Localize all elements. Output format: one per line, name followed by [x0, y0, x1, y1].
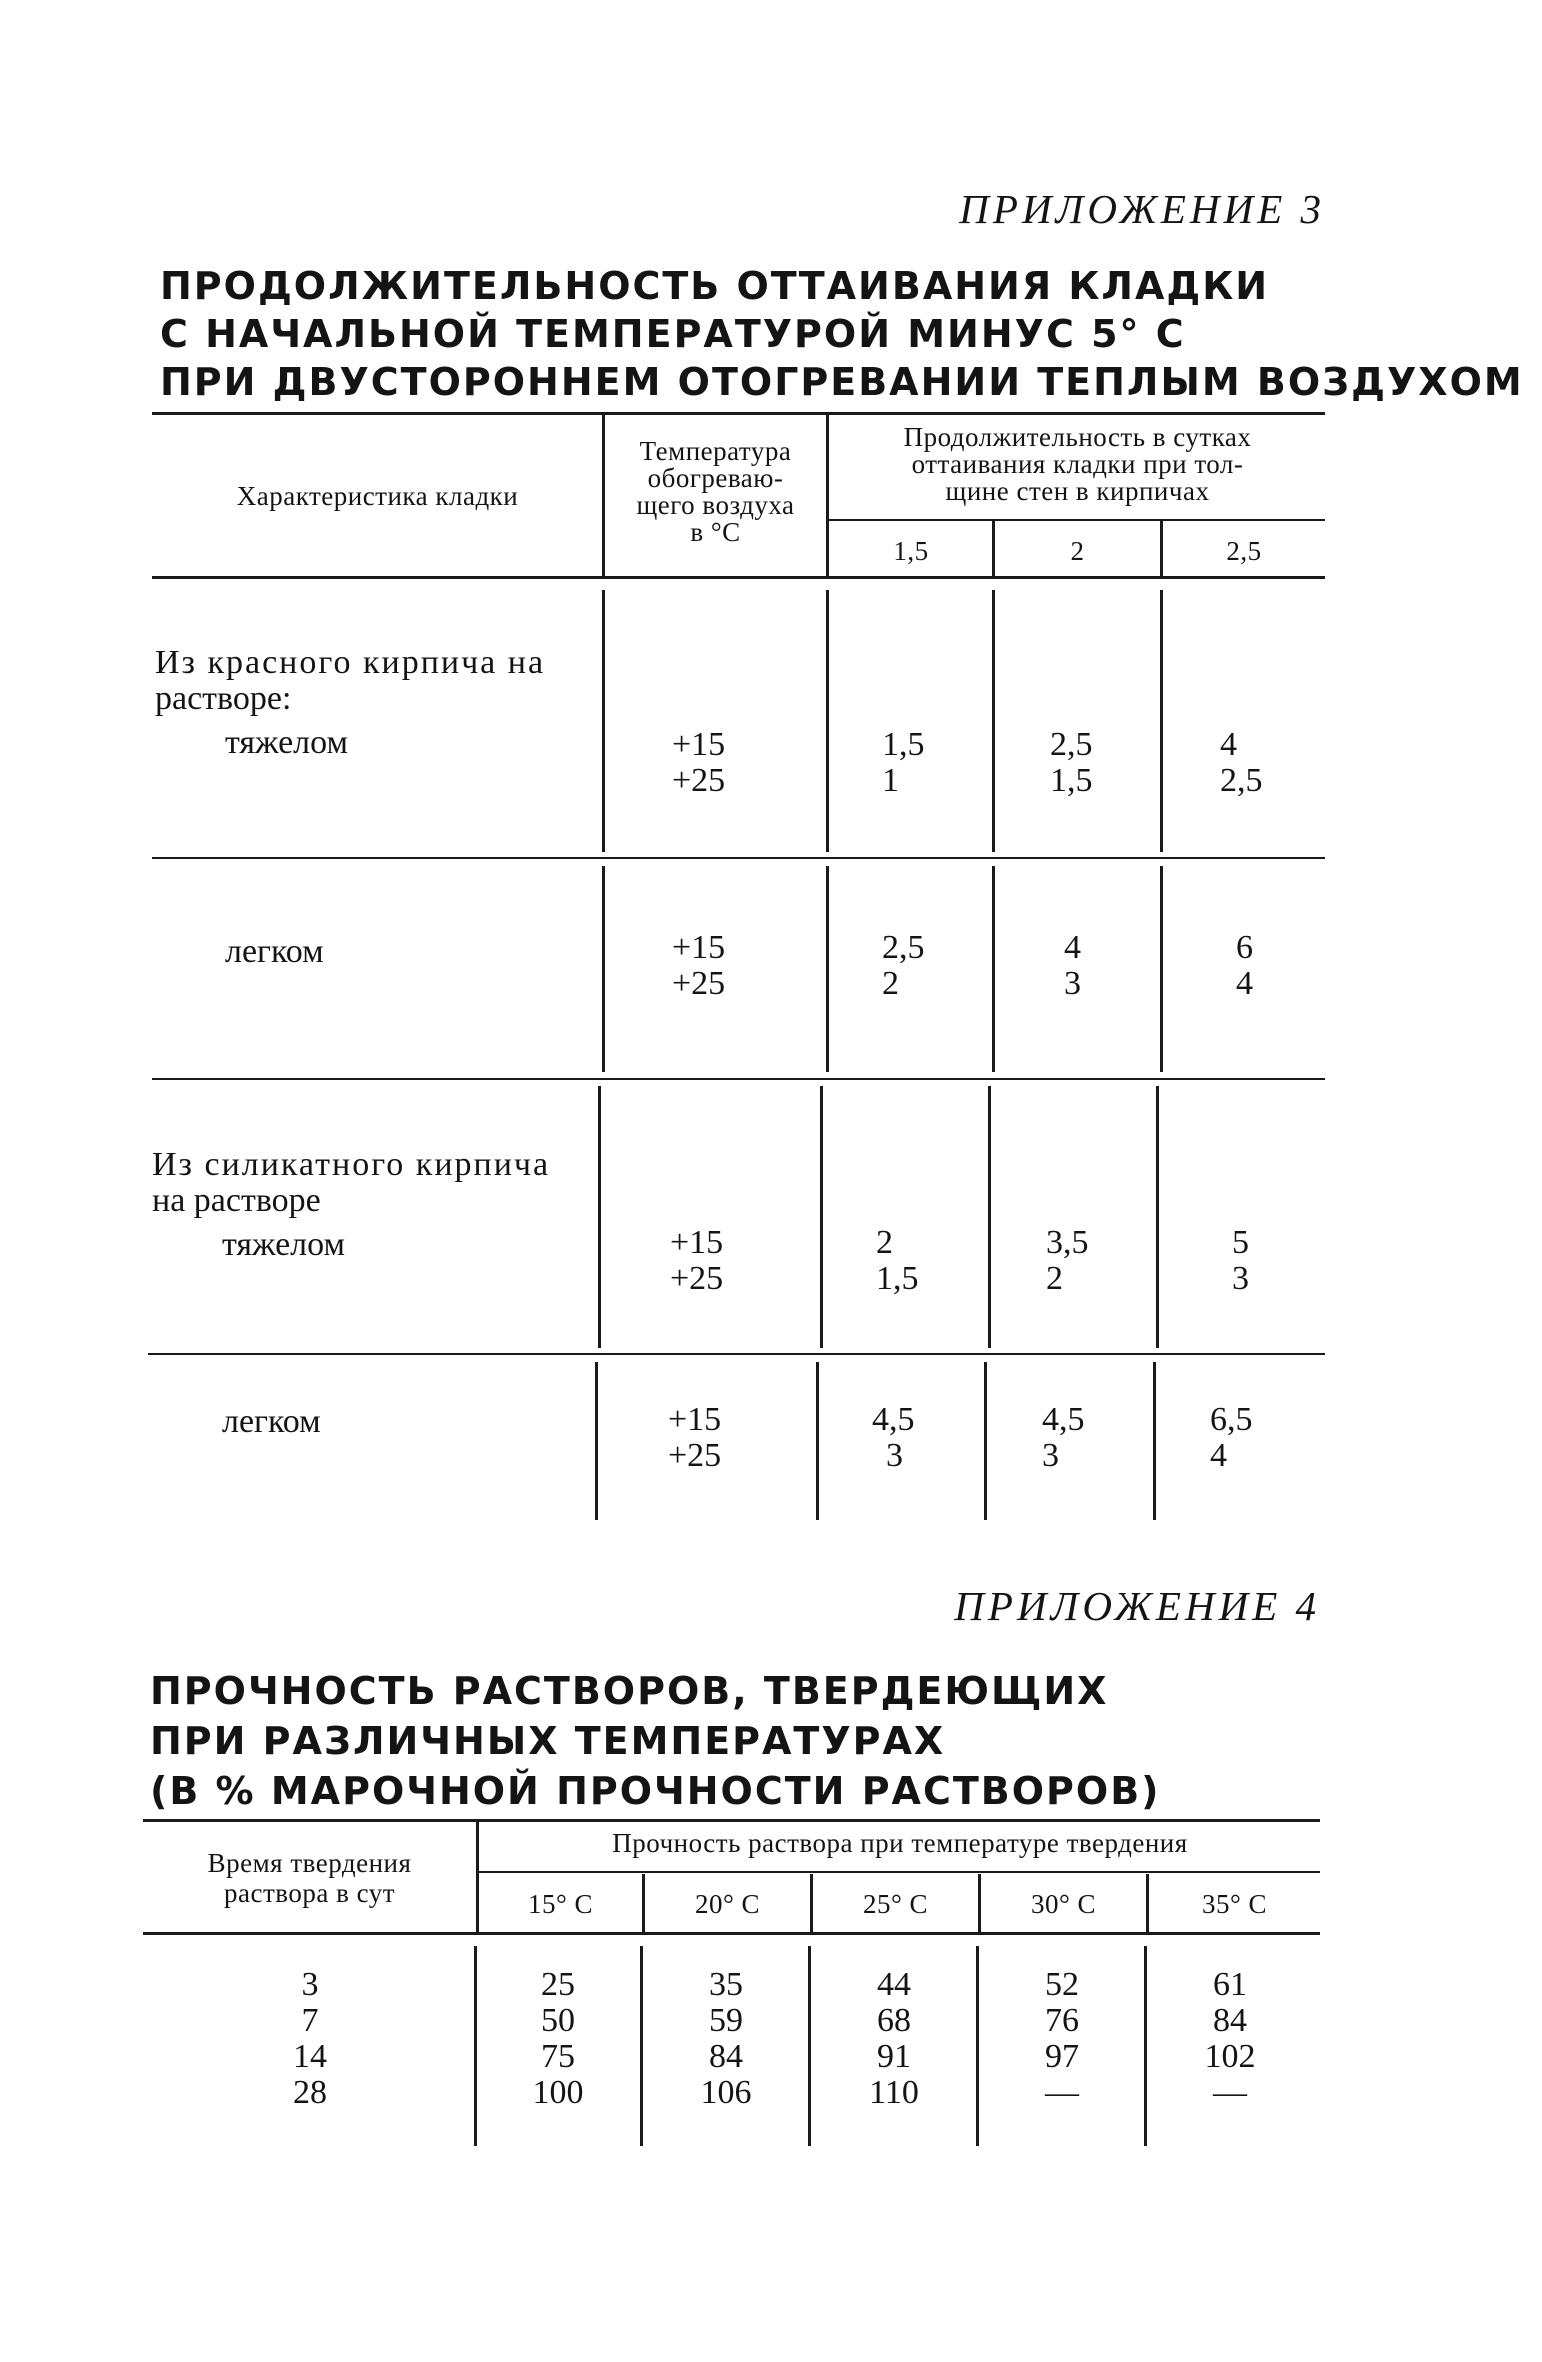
strength-20-7: 59 [709, 2002, 743, 2039]
appendix-3-title-line-2: С НАЧАЛЬНОЙ ТЕМПЕРАТУРОЙ МИНУС 5° С [160, 312, 1186, 356]
strength-25-28: 110 [869, 2074, 919, 2111]
body-divider-v15-4 [816, 1362, 819, 1520]
row-1-v25-1: 4 [1220, 726, 1237, 763]
strength-25-14: 91 [877, 2038, 911, 2075]
row-1-temp-2: +25 [672, 762, 726, 799]
header-curing-time-line-1: Время твердения [207, 1848, 412, 1878]
row-3-v2-1: 3,5 [1046, 1224, 1089, 1261]
header-temp-25: 25° С [862, 1889, 929, 1919]
row-3-v2-2: 2 [1046, 1260, 1063, 1297]
header-curing-time [143, 1848, 476, 1908]
strength-35-3: 61 [1213, 1966, 1247, 2003]
appendix-3-label: ПРИЛОЖЕНИЕ 3 [959, 186, 1325, 232]
body-divider-v25-4 [1153, 1362, 1156, 1520]
strength-15-3: 25 [541, 1966, 575, 2003]
body-divider-v15-3 [820, 1086, 823, 1348]
strength-15-28: 100 [532, 2074, 584, 2111]
strength-30-7: 76 [1045, 2002, 1079, 2039]
body-divider-v25-1 [1160, 590, 1163, 852]
appendix-4-title [150, 1666, 1161, 1816]
row-separator-1 [152, 857, 1325, 859]
body-divider-v2-3 [988, 1086, 991, 1348]
header-air-temperature-line-2: обогреваю- [647, 463, 784, 493]
strength-35-14: 102 [1204, 2038, 1256, 2075]
strength-20-14: 84 [709, 2038, 743, 2075]
days-7: 7 [301, 2002, 319, 2039]
body-divider-v15-1 [826, 590, 829, 852]
row-4-v15-1: 4,5 [872, 1401, 915, 1438]
body-divider-temp-1 [602, 590, 605, 852]
row-4-v2-2: 3 [1042, 1437, 1059, 1474]
header-duration-line-1: Продолжительность в сутках [903, 422, 1252, 452]
strength-25-7: 68 [877, 2002, 911, 2039]
row-3-label-line-1: Из силикатного кирпича [152, 1146, 551, 1183]
header-characteristic: Характеристика кладки [236, 481, 519, 511]
row-1-v25-2: 2,5 [1220, 762, 1263, 799]
header-thickness-1-5: 1,5 [893, 536, 929, 566]
row-2-v2-2: 3 [1064, 965, 1081, 1002]
body-divider-temp-4 [595, 1362, 598, 1520]
strength-30-3: 52 [1045, 1966, 1079, 2003]
row-2-temp-2: +25 [672, 965, 726, 1002]
header-temp-15: 15° С [527, 1889, 594, 1919]
row-3-temp-1: +15 [670, 1224, 724, 1261]
header-curing-time-line-2: раствора в сут [224, 1878, 395, 1908]
header-temp-20: 20° С [694, 1889, 761, 1919]
strength-20-28: 106 [700, 2074, 752, 2111]
header-divider-2 [826, 414, 829, 576]
row-4-temp-2: +25 [668, 1437, 722, 1474]
strength-35-28: — [1213, 2074, 1247, 2111]
row-2-v15-2: 2 [882, 965, 899, 1002]
row-2-label: легком [225, 933, 324, 970]
strength-25-3: 44 [877, 1966, 911, 2003]
body-divider-v15-2 [826, 866, 829, 1072]
row-4-temp-1: +15 [668, 1401, 722, 1438]
header-duration-line-3: щине стен в кирпичах [945, 476, 1210, 506]
row-2-v25-1: 6 [1236, 929, 1253, 966]
table-top-rule [143, 1819, 1320, 1822]
row-3-temp-2: +25 [670, 1260, 724, 1297]
row-4-v15-2: 3 [886, 1437, 903, 1474]
header-duration-line-2: оттаивания кладки при тол- [911, 449, 1244, 479]
appendix-4-title-line-3: (В % МАРОЧНОЙ ПРОЧНОСТИ РАСТВОРОВ) [150, 1769, 1161, 1813]
row-1-v2-1: 2,5 [1050, 726, 1093, 763]
header-sub-rule [478, 1871, 1320, 1873]
body-divider-v2-2 [992, 866, 995, 1072]
row-3-v25-2: 3 [1232, 1260, 1249, 1297]
row-4-v2-1: 4,5 [1042, 1401, 1085, 1438]
body-divider-temp-2 [602, 866, 605, 1072]
body-divider-25 [808, 1946, 811, 2146]
strength-30-28: — [1045, 2074, 1079, 2111]
row-1-v2-2: 1,5 [1050, 762, 1093, 799]
header-thickness-2-5: 2,5 [1226, 536, 1262, 566]
row-1-label-line-1: Из красного кирпича на [155, 644, 546, 681]
strength-35-7: 84 [1213, 2002, 1247, 2039]
header-temp-30: 30° С [1030, 1889, 1097, 1919]
appendix-3-title-line-1: ПРОДОЛЖИТЕЛЬНОСТЬ ОТТАИВАНИЯ КЛАДКИ [160, 264, 1270, 308]
body-divider-v2-1 [992, 590, 995, 852]
appendix-4-title-line-1: ПРОЧНОСТЬ РАСТВОРОВ, ТВЕРДЕЮЩИХ [150, 1669, 1109, 1713]
days-14: 14 [293, 2038, 327, 2075]
row-2-v2-1: 4 [1064, 929, 1081, 966]
row-3-v25-1: 5 [1232, 1224, 1249, 1261]
row-1-temp-1: +15 [672, 726, 726, 763]
appendix-3-title-line-3: ПРИ ДВУСТОРОННЕМ ОТОГРЕВАНИИ ТЕПЛЫМ ВОЗДУХОМ [160, 360, 1524, 404]
strength-15-7: 50 [541, 2002, 575, 2039]
row-3-v15-2: 1,5 [876, 1260, 919, 1297]
appendix-3-title [160, 262, 1524, 406]
header-strength-group: Прочность раствора при температуре твердения [612, 1828, 1188, 1858]
body-divider-temp-3 [598, 1086, 601, 1348]
row-2-temp-1: +15 [672, 929, 726, 966]
strength-15-14: 75 [541, 2038, 575, 2075]
row-1-label-line-2: растворе: [155, 680, 292, 717]
header-duration [830, 424, 1325, 505]
row-4-v25-1: 6,5 [1210, 1401, 1253, 1438]
row-1-v15-1: 1,5 [882, 726, 925, 763]
row-2-v15-1: 2,5 [882, 929, 925, 966]
days-28: 28 [293, 2074, 327, 2111]
row-1-v15-2: 1 [882, 762, 899, 799]
header-thickness-2: 2 [1070, 536, 1085, 566]
row-4-v25-2: 4 [1210, 1437, 1227, 1474]
body-divider-v25-2 [1160, 866, 1163, 1072]
header-air-temperature-line-3: щего воздуха [636, 490, 795, 520]
body-divider-20 [640, 1946, 643, 2146]
row-3-v15-1: 2 [876, 1224, 893, 1261]
body-divider-days [474, 1946, 477, 2146]
row-2-v25-2: 4 [1236, 965, 1253, 1002]
appendix-4-label: ПРИЛОЖЕНИЕ 4 [954, 1583, 1320, 1629]
header-bottom-rule [143, 1932, 1320, 1935]
table-top-rule [152, 412, 1325, 415]
appendix-4-title-line-2: ПРИ РАЗЛИЧНЫХ ТЕМПЕРАТУРАХ [150, 1719, 946, 1763]
body-divider-v25-3 [1156, 1086, 1159, 1348]
header-air-temperature-line-4: в °С [690, 517, 741, 547]
row-1-label-line-3: тяжелом [225, 724, 349, 761]
row-4-label: легком [222, 1403, 321, 1440]
strength-30-14: 97 [1045, 2038, 1079, 2075]
header-air-temperature [605, 438, 826, 546]
row-3-label-line-3: тяжелом [222, 1226, 346, 1263]
body-divider-30 [976, 1946, 979, 2146]
body-divider-35 [1144, 1946, 1147, 2146]
header-temp-35: 35° С [1201, 1889, 1268, 1919]
row-separator-2 [152, 1078, 1325, 1080]
header-sub-rule [828, 519, 1325, 521]
header-air-temperature-line-1: Температура [639, 436, 792, 466]
body-divider-v2-4 [984, 1362, 987, 1520]
row-separator-3 [148, 1353, 1325, 1355]
strength-20-3: 35 [709, 1966, 743, 2003]
header-bottom-rule [152, 576, 1325, 579]
row-3-label-line-2: на растворе [152, 1182, 321, 1219]
days-3: 3 [301, 1966, 319, 2003]
